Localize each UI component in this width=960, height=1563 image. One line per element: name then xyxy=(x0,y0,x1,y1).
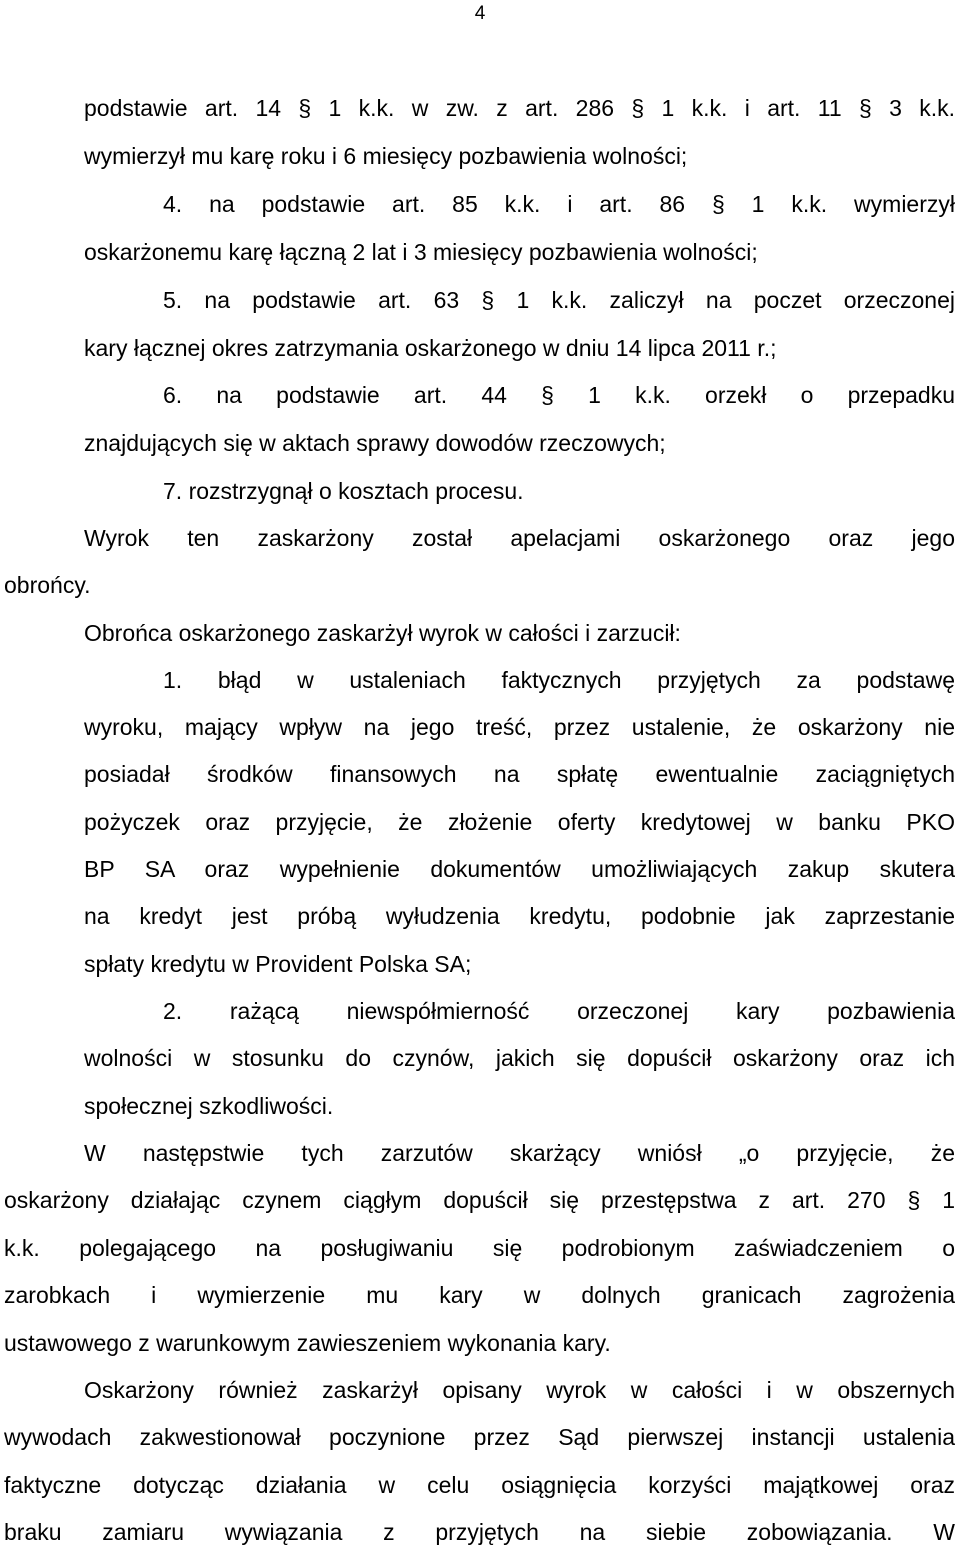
text-line xyxy=(84,806,955,838)
text-line-content: wyroku, mający wpływ na jego treść, przez ustalenie, że oskarżony nie xyxy=(84,714,955,740)
text-line-content: BP SA oraz wypełnienie dokumentów umożliwiających zakup skutera xyxy=(84,856,955,882)
text-line xyxy=(84,92,955,124)
text-line xyxy=(163,475,960,507)
text-line xyxy=(163,995,955,1027)
text-line-content: Obrońca oskarżonego zaskarżył wyrok w całości i zarzucił: xyxy=(84,620,681,646)
text-line xyxy=(4,1516,955,1548)
text-line-content: braku zamiaru wywiązania z przyjętych na siebie zobowiązania. W xyxy=(4,1519,955,1545)
text-line xyxy=(84,140,960,172)
text-line xyxy=(163,379,955,411)
page-number: 4 xyxy=(474,3,486,24)
text-line-content: posiadał środków finansowych na spłatę ewentualnie zaciągniętych xyxy=(84,761,955,787)
text-line xyxy=(84,758,955,790)
text-line-content: oskarżony działając czynem ciągłym dopuścił się przestępstwa z art. 270 § 1 xyxy=(4,1187,955,1213)
text-line xyxy=(84,1137,955,1169)
text-line xyxy=(84,1090,960,1122)
text-line xyxy=(84,1042,955,1074)
text-line-content: zarobkach i wymierzenie mu kary w dolnych granicach zagrożenia xyxy=(4,1282,955,1308)
text-line xyxy=(163,284,955,316)
text-line-content: 5. na podstawie art. 63 § 1 k.k. zaliczył na poczet orzeczonej xyxy=(163,287,955,313)
text-line-content: na kredyt jest próbą wyłudzenia kredytu, podobnie jak zaprzestanie xyxy=(84,903,955,929)
text-line xyxy=(4,569,960,601)
text-line xyxy=(84,900,955,932)
text-line-content: kary łącznej okres zatrzymania oskarżonego w dniu 14 lipca 2011 r.; xyxy=(84,335,777,361)
text-line xyxy=(84,617,960,649)
text-line xyxy=(84,522,955,554)
text-line-content: k.k. polegającego na posługiwaniu się podrobionym zaświadczeniem o xyxy=(4,1235,955,1261)
text-line xyxy=(4,1232,955,1264)
text-line xyxy=(4,1469,955,1501)
text-line xyxy=(84,1374,955,1406)
text-line-content: 2. rażącą niewspółmierność orzeczonej kary pozbawienia xyxy=(163,998,955,1024)
text-line xyxy=(163,188,955,220)
text-line-content: znajdujących się w aktach sprawy dowodów rzeczowych; xyxy=(84,430,666,456)
text-line-content: 6. na podstawie art. 44 § 1 k.k. orzekł o przepadku xyxy=(163,382,955,408)
text-line xyxy=(84,853,955,885)
text-line-content: W następstwie tych zarzutów skarżący wniósł „o przyjęcie, że xyxy=(84,1140,955,1166)
text-line xyxy=(84,711,955,743)
text-line-content: 4. na podstawie art. 85 k.k. i art. 86 § 1 k.k. wymierzył xyxy=(163,191,955,217)
text-line-content: podstawie art. 14 § 1 k.k. w zw. z art. 286 § 1 k.k. i art. 11 § 3 k.k. xyxy=(84,95,955,121)
text-line xyxy=(84,236,960,268)
text-line-content: 1. błąd w ustaleniach faktycznych przyjętych za podstawę xyxy=(163,667,955,693)
text-line xyxy=(4,1279,955,1311)
text-line-content: pożyczek oraz przyjęcie, że złożenie oferty kredytowej w banku PKO xyxy=(84,809,955,835)
text-line-content: Oskarżony również zaskarżył opisany wyrok w całości i w obszernych xyxy=(84,1377,955,1403)
text-line xyxy=(84,948,960,980)
text-line xyxy=(84,332,960,364)
text-line-content: spłaty kredytu w Provident Polska SA; xyxy=(84,951,472,977)
text-line-content: ustawowego z warunkowym zawieszeniem wykonania kary. xyxy=(4,1330,611,1356)
text-line xyxy=(4,1184,955,1216)
text-line xyxy=(163,664,955,696)
text-line-content: obrońcy. xyxy=(4,572,91,598)
text-line-content: Wyrok ten zaskarżony został apelacjami oskarżonego oraz jego xyxy=(84,525,955,551)
text-line-content: społecznej szkodliwości. xyxy=(84,1093,334,1119)
text-line-content: wywodach zakwestionował poczynione przez Sąd pierwszej instancji ustalenia xyxy=(4,1424,955,1450)
text-line-content: wolności w stosunku do czynów, jakich się dopuścił oskarżony oraz ich xyxy=(84,1045,955,1071)
text-line-content: wymierzył mu karę roku i 6 miesięcy pozbawienia wolności; xyxy=(84,143,688,169)
text-line xyxy=(84,427,960,459)
text-line-content: oskarżonemu karę łączną 2 lat i 3 miesięcy pozbawienia wolności; xyxy=(84,239,758,265)
text-line-content: 7. rozstrzygnął o kosztach procesu. xyxy=(163,478,524,504)
text-line-content: faktyczne dotycząc działania w celu osiągnięcia korzyści majątkowej oraz xyxy=(4,1472,955,1498)
text-line xyxy=(4,1421,955,1453)
text-line xyxy=(4,1327,960,1359)
